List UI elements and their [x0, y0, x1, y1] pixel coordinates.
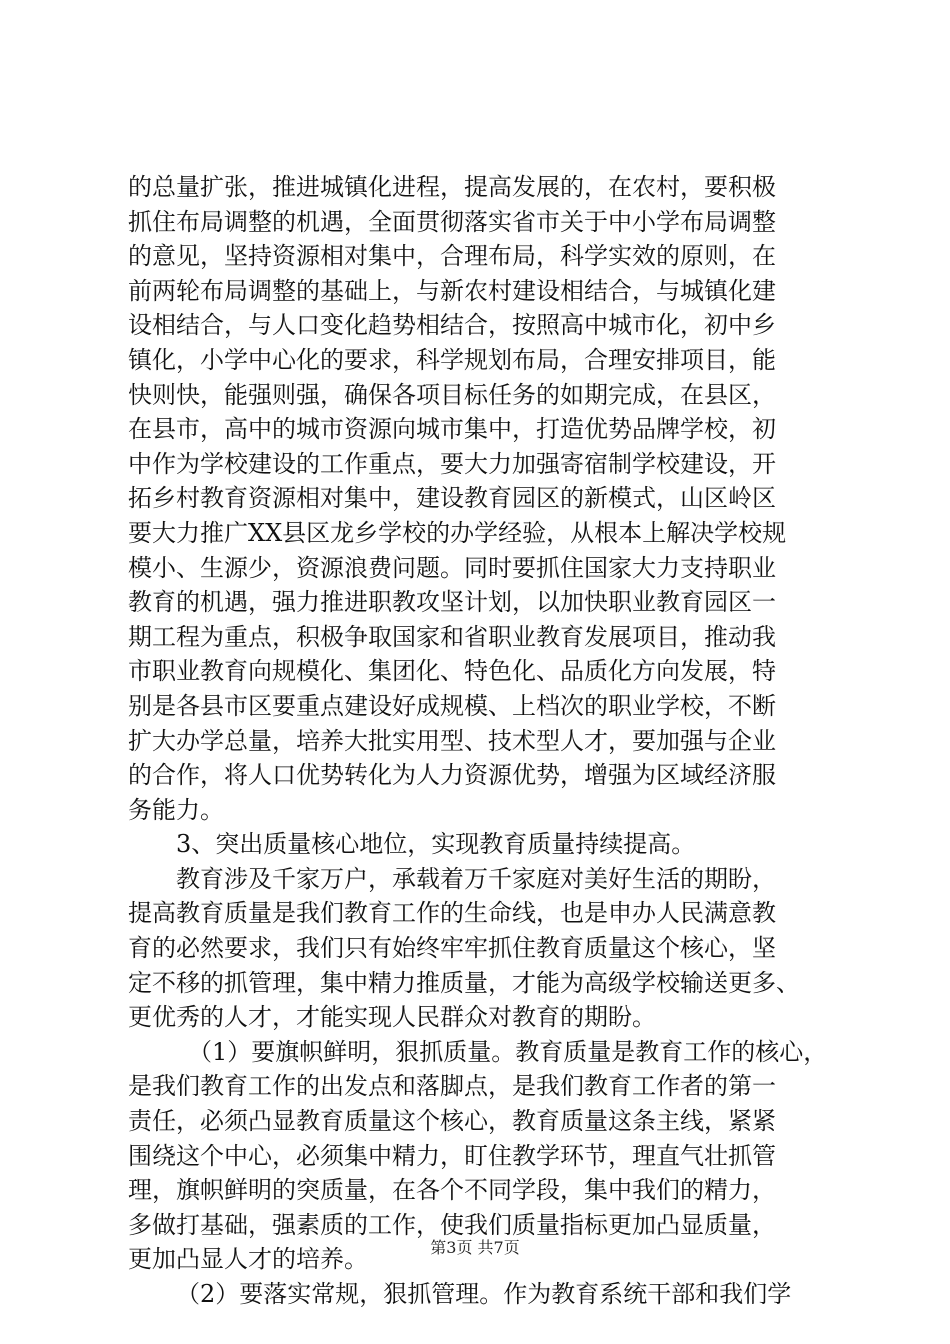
text-line: 务能力。: [128, 795, 224, 824]
text-line: 要大力推广XX县区龙乡学校的办学经验，从根本上解决学校规: [128, 518, 787, 547]
text-line: 提高教育质量是我们教育工作的生命线，也是申办人民满意教: [128, 899, 776, 928]
text-line: 扩大办学总量，培养大批实用型、技术型人才，要加强与企业: [128, 726, 776, 755]
text-line: 抓住布局调整的机遇，全面贯彻落实省市关于中小学布局调整: [128, 207, 776, 236]
page-number-footer: 第3页 共7页: [430, 1238, 520, 1257]
text-line: 多做打基础，强素质的工作，使我们质量指标更加凸显质量，: [128, 1210, 776, 1239]
paragraph-start-line: 教育涉及千家万户，承载着万千家庭对美好生活的期盼，: [176, 864, 776, 893]
section-heading: 3、突出质量核心地位，实现教育质量持续提高。: [176, 830, 696, 859]
text-line: 的意见，坚持资源相对集中，合理布局，科学实效的原则，在: [128, 242, 776, 271]
text-line: 快则快，能强则强，确保各项目标任务的如期完成，在县区，: [128, 380, 776, 409]
text-line: 是我们教育工作的出发点和落脚点，是我们教育工作者的第一: [128, 1072, 776, 1101]
text-line: 镇化，小学中心化的要求，科学规划布局，合理安排项目，能: [128, 345, 776, 374]
text-line: 的总量扩张，推进城镇化进程，提高发展的，在农村，要积极: [128, 173, 776, 201]
text-line: 市职业教育向规模化、集团化、特色化、品质化方向发展，特: [128, 657, 776, 686]
text-line: 前两轮布局调整的基础上，与新农村建设相结合，与城镇化建: [128, 276, 776, 305]
text-line: 理，旗帜鲜明的突质量，在各个不同学段，集中我们的精力，: [128, 1176, 776, 1205]
text-line: 模小、生源少，资源浪费问题。同时要抓住国家大力支持职业: [128, 553, 776, 582]
text-line: 更优秀的人才，才能实现人民群众对教育的期盼。: [128, 1003, 656, 1032]
body-text: [128, 170, 830, 1312]
text-line: 的合作，将人口优势转化为人力资源优势，增强为区域经济服: [128, 761, 776, 790]
text-line: 定不移的抓管理，集中精力推质量，才能为高级学校输送更多、: [128, 968, 800, 997]
text-line: 拓乡村教育资源相对集中，建设教育园区的新模式，山区岭区: [128, 484, 776, 513]
text-line: 设相结合，与人口变化趋势相结合，按照高中城市化，初中乡: [128, 311, 776, 340]
paragraph-start-line: （2）要落实常规，狠抓管理。作为教育系统干部和我们学: [176, 1280, 792, 1308]
text-line: 在县市，高中的城市资源向城市集中，打造优势品牌学校，初: [128, 415, 776, 444]
text-line: 期工程为重点，积极争取国家和省职业教育发展项目，推动我: [128, 622, 776, 651]
paragraph-start-line: （1）要旗帜鲜明，狠抓质量。教育质量是教育工作的核心，: [188, 1037, 828, 1066]
text-line: 别是各县市区要重点建设好成规模、上档次的职业学校，不断: [128, 691, 776, 720]
text-line: 围绕这个中心，必须集中精力，盯住教学环节，理直气壮抓管: [128, 1141, 776, 1170]
text-line: 中作为学校建设的工作重点，要大力加强寄宿制学校建设，开: [128, 449, 776, 478]
text-line: 教育的机遇，强力推进职教攻坚计划，以加快职业教育园区一: [128, 588, 776, 617]
text-line: 更加凸显人才的培养。: [128, 1245, 368, 1274]
text-line: 育的必然要求，我们只有始终牢牢抓住教育质量这个核心，坚: [128, 934, 776, 963]
text-line: 责任，必须凸显教育质量这个核心，教育质量这条主线，紧紧: [128, 1107, 776, 1136]
